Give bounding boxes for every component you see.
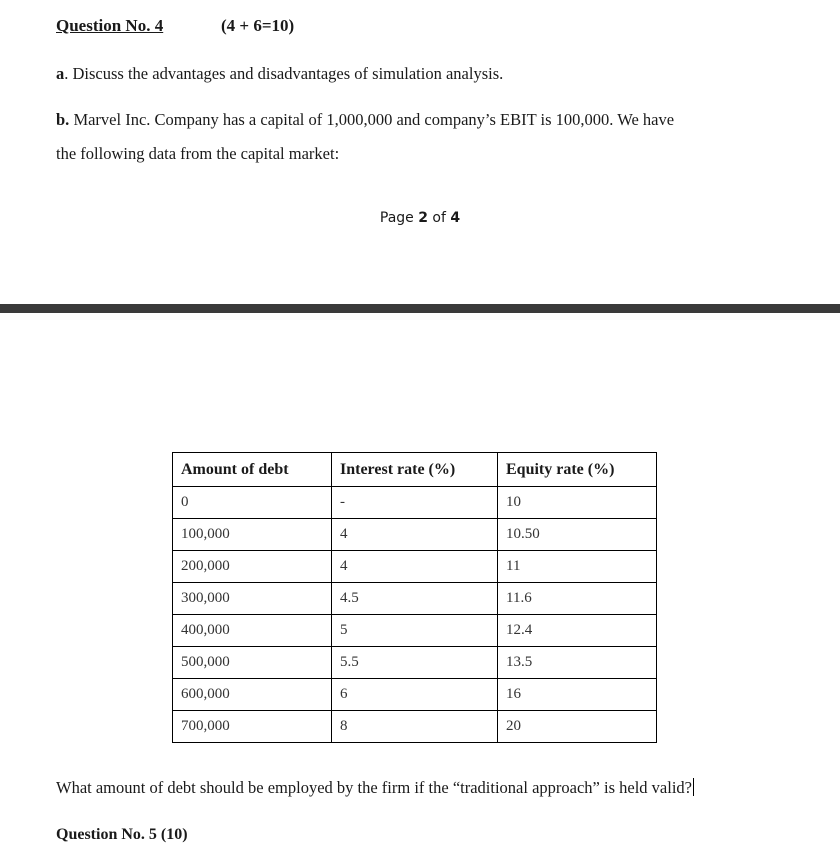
- cell-debt: 600,000: [173, 679, 332, 711]
- part-b-text-line2: the following data from the capital market:: [56, 144, 340, 163]
- page-prefix: Page: [379, 210, 419, 226]
- text-cursor: [693, 778, 694, 796]
- header-amount-of-debt: Amount of debt: [173, 453, 332, 487]
- cell-debt: 700,000: [173, 711, 332, 743]
- table-row: [173, 551, 657, 583]
- question-heading: [56, 16, 295, 36]
- page-break-divider: [0, 304, 840, 313]
- capital-market-table: [172, 452, 657, 743]
- cell-debt: 400,000: [173, 615, 332, 647]
- table-row: [173, 615, 657, 647]
- page-sep: of: [427, 210, 451, 226]
- page-total: 4: [450, 210, 461, 226]
- table-row: [173, 711, 657, 743]
- table-row: [173, 679, 657, 711]
- table-header-row: [173, 453, 657, 487]
- question-title: Question No. 4: [56, 16, 164, 35]
- part-b-text-line1: Marvel Inc. Company has a capital of 1,000,000 and company’s EBIT is 100,000. We have: [69, 110, 675, 129]
- cell-equity: 10: [498, 487, 657, 519]
- table-row: [173, 487, 657, 519]
- cell-debt: 200,000: [173, 551, 332, 583]
- closing-question-text: What amount of debt should be employed by the firm if the “traditional approach” is held valid?: [56, 778, 692, 797]
- table-row: [173, 647, 657, 679]
- cell-equity: 10.50: [498, 519, 657, 551]
- cell-interest: 5.5: [332, 647, 498, 679]
- table-row: [173, 519, 657, 551]
- cell-debt: 0: [173, 487, 332, 519]
- cell-equity: 20: [498, 711, 657, 743]
- part-a-label: a: [56, 64, 65, 83]
- cell-interest: 4: [332, 551, 498, 583]
- page-number: [0, 210, 840, 226]
- table-row: [173, 583, 657, 615]
- cell-equity: 11.6: [498, 583, 657, 615]
- cell-debt: 100,000: [173, 519, 332, 551]
- cell-interest: 4: [332, 519, 498, 551]
- cell-interest: 6: [332, 679, 498, 711]
- cell-interest: 8: [332, 711, 498, 743]
- part-a-paragraph: [56, 64, 503, 84]
- cell-interest: 5: [332, 615, 498, 647]
- part-b-label: b.: [56, 110, 70, 129]
- cell-equity: 13.5: [498, 647, 657, 679]
- next-question-heading-partial: Question No. 5 (10): [56, 826, 188, 843]
- cell-debt: 300,000: [173, 583, 332, 615]
- header-interest-rate: Interest rate (%): [332, 453, 498, 487]
- part-b-paragraph: [56, 110, 674, 130]
- closing-question[interactable]: [56, 778, 694, 798]
- part-a-text: . Discuss the advantages and disadvantages of simulation analysis.: [64, 64, 504, 83]
- cell-interest: -: [332, 487, 498, 519]
- cell-interest: 4.5: [332, 583, 498, 615]
- cell-equity: 11: [498, 551, 657, 583]
- page-current: 2: [418, 210, 428, 226]
- cell-equity: 12.4: [498, 615, 657, 647]
- cell-debt: 500,000: [173, 647, 332, 679]
- question-marks: (4 + 6=10): [221, 16, 295, 35]
- cell-equity: 16: [498, 679, 657, 711]
- header-equity-rate: Equity rate (%): [498, 453, 657, 487]
